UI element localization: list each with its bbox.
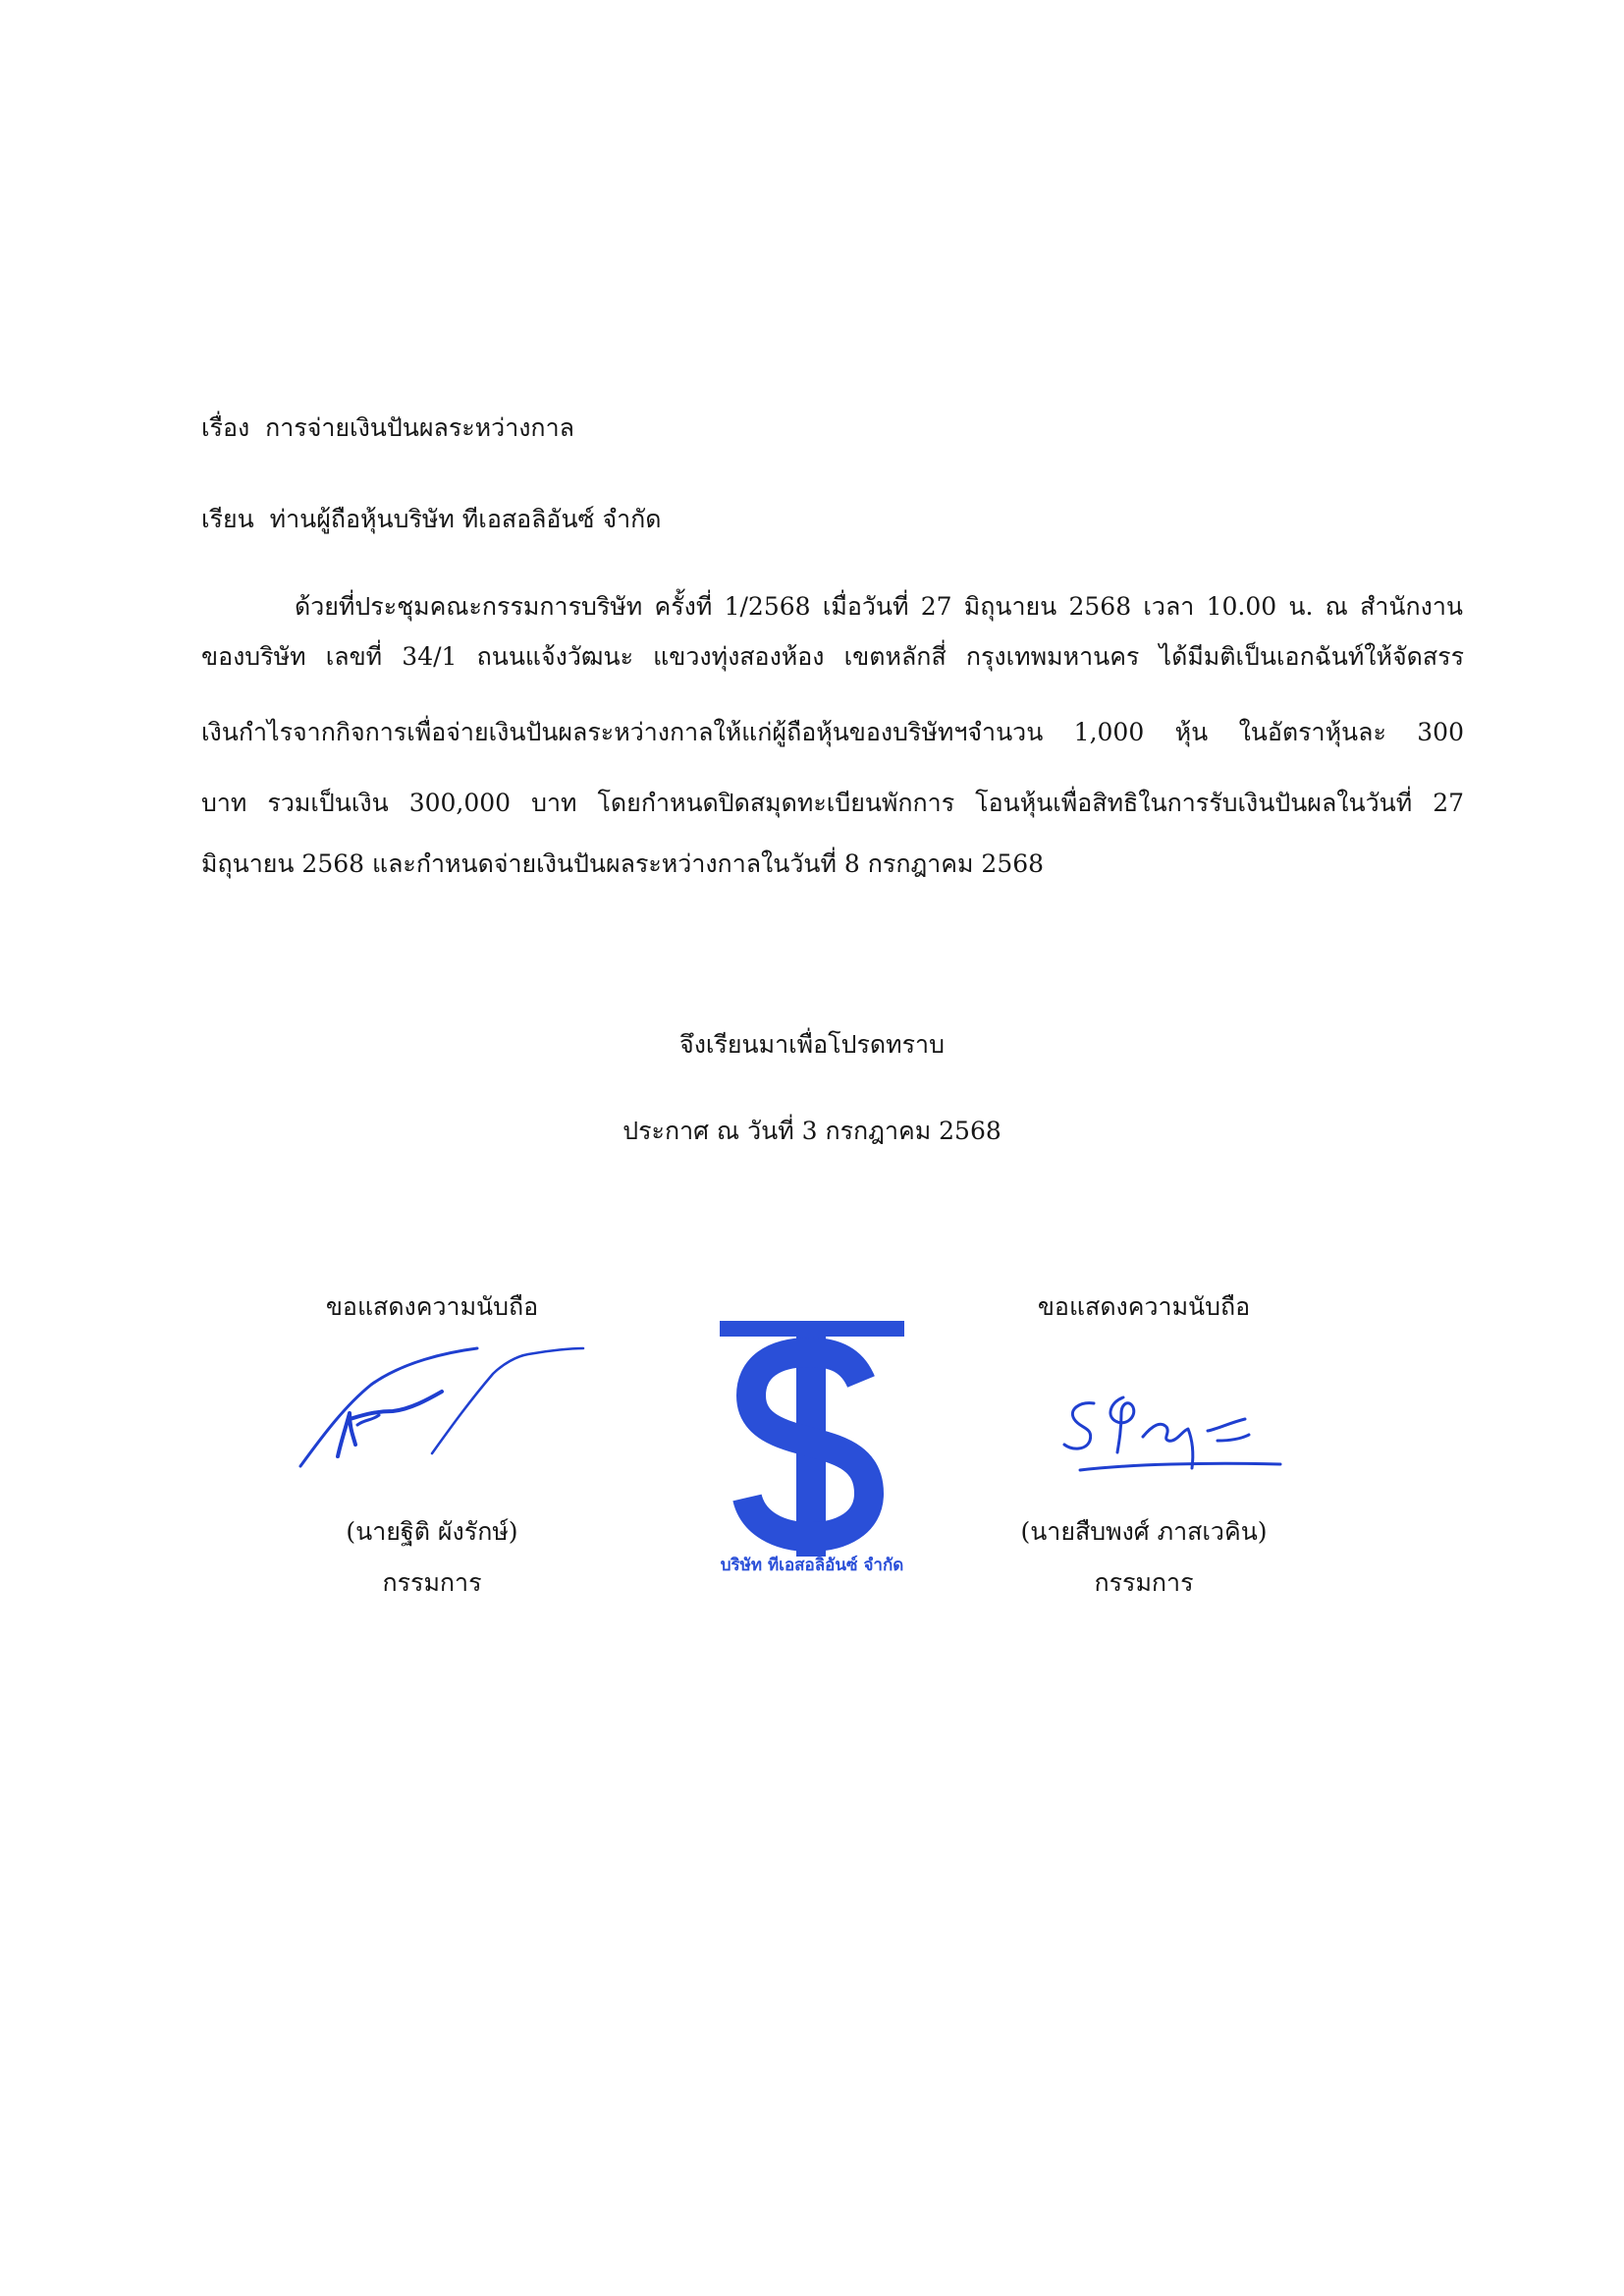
signatory-left-salutation: ขอแสดงความนับถือ — [325, 1292, 539, 1321]
signatory-left-details — [226, 1516, 638, 1599]
body-line-1: ด้วยที่ประชุมคณะกรรมการบริษัท ครั้งที่ 1/2568 เมื่อวันที่ 27 มิถุนายน 2568 เวลา 10.00 น. ณ สำนักงาน — [295, 592, 1463, 621]
announcement-date: ประกาศ ณ วันที่ 3 กรกฎาคม 2568 — [623, 1117, 1001, 1145]
body-line-5: มิถุนายน 2568 และกำหนดจ่ายเงินปันผลระหว่างกาลในวันที่ 8 กรกฎาคม 2568 — [201, 849, 1045, 878]
subject-label: เรื่อง — [201, 413, 250, 442]
signatory-right-salutation: ขอแสดงความนับถือ — [1037, 1292, 1251, 1321]
addressee-label: เรียน — [201, 505, 254, 533]
company-seal — [694, 1321, 930, 1586]
body-line-3: เงินกำไรจากกิจการเพื่อจ่ายเงินปันผลระหว่างกาลให้แก่ผู้ถือหุ้นของบริษัทฯจำนวน 1,000 หุ้น ในอัตราหุ้นละ 300 — [201, 718, 1464, 746]
company-seal-text: บริษัท ทีเอสอลิอันซ์ จำกัด — [720, 1556, 904, 1575]
signatory-right — [938, 1291, 1350, 1323]
signatory-left — [226, 1291, 638, 1323]
signatory-right-name: (นายสืบพงศ์ ภาสเวคิน) — [1020, 1517, 1268, 1546]
subject-line — [201, 412, 574, 444]
signatory-right-details — [938, 1516, 1350, 1599]
signature-left-image — [285, 1340, 599, 1478]
body-line-4: บาท รวมเป็นเงิน 300,000 บาท โดยกำหนดปิดสมุดทะเบียนพักการ โอนหุ้นเพื่อสิทธิในการรับเงินปันผลในวันที่ 27 — [201, 789, 1464, 817]
addressee-line — [201, 504, 662, 535]
body-line-2: ของบริษัท เลขที่ 34/1 ถนนแจ้งวัฒนะ แขวงทุ่งสองห้อง เขตหลักสี่ กรุงเทพมหานคร ได้มีมติเป็นเอกฉันท์ให้จัดสรร — [201, 642, 1464, 671]
company-logo-icon — [694, 1321, 930, 1557]
addressee-text: ท่านผู้ถือหุ้นบริษัท ทีเอสอลิอันซ์ จำกัด — [269, 505, 662, 533]
signature-right-image — [1060, 1380, 1296, 1488]
signatory-right-position: กรรมการ — [1094, 1568, 1194, 1597]
closing-text: จึงเรียนมาเพื่อโปรดทราบ — [679, 1030, 945, 1059]
subject-text: การจ่ายเงินปันผลระหว่างกาล — [265, 413, 574, 442]
signatory-left-position: กรรมการ — [382, 1568, 482, 1597]
signatory-left-name: (นายฐิติ ผังรักษ์) — [346, 1517, 518, 1546]
